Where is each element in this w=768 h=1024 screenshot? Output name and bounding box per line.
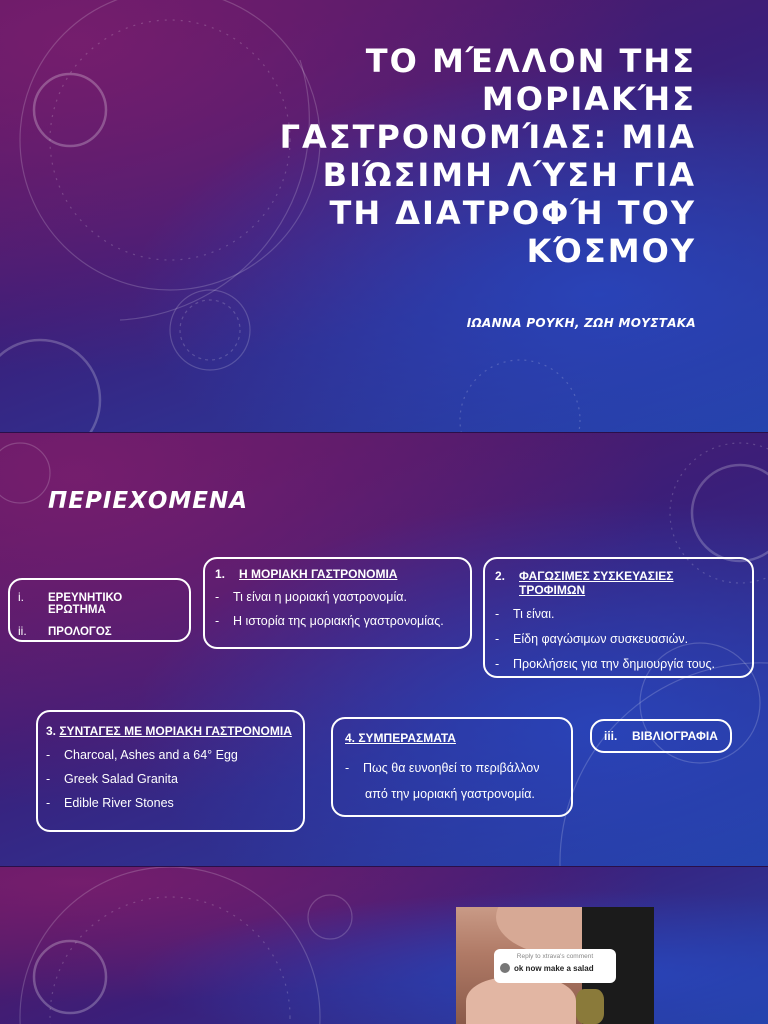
list-item: [46, 748, 295, 762]
section-3-box: [36, 710, 305, 832]
item-number: iii.: [604, 729, 618, 743]
item-text: Η ιστορία της μοριακής γαστρονομίας.: [233, 614, 444, 628]
list-item: [18, 624, 181, 638]
avatar: [500, 963, 510, 973]
contents-title: ΠΕΡΙΕΧΟΜΕΝΑ: [48, 488, 249, 514]
list-item: [495, 657, 742, 671]
list-item: [345, 755, 559, 781]
section-heading: [495, 569, 742, 597]
list-item: [46, 772, 295, 786]
section-number: 3.: [46, 724, 57, 738]
bullet-dash: -: [345, 761, 350, 775]
section-2-box: [483, 557, 754, 678]
comment-text: ok now make a salad: [514, 963, 594, 973]
list-item: [495, 607, 742, 621]
intro-box: [8, 578, 191, 642]
list-item: [215, 590, 460, 604]
bullet-dash: -: [46, 772, 51, 786]
item-text: Τι είναι.: [513, 607, 555, 621]
section-heading: [46, 724, 295, 738]
bullet-dash: -: [495, 657, 500, 671]
bullet-dash: -: [46, 748, 51, 762]
item-text: Είδη φαγώσιμων συσκευασιών.: [513, 632, 689, 646]
contents-slide: [0, 433, 768, 866]
list-item: [46, 796, 295, 810]
comment-bubble: [494, 949, 616, 983]
item-text: Προκλήσεις για την δημιουργία τους.: [513, 657, 716, 671]
section-1-box: [203, 557, 472, 649]
presentation-title: ΤΟ ΜΈΛΛΟΝ ΤΗΣ ΜΟΡΙΑΚΉΣ ΓΑΣΤΡΟΝΟΜΊΑΣ: ΜΙΑ ΒΙΏΣΙΜΗ ΛΎΣΗ ΓΙΑ ΤΗ ΔΙΑΤΡΟΦΉ ΤΟΥ ΚΌΣΜΟΥ: [279, 42, 696, 270]
title-slide: [0, 0, 768, 432]
section-number: 1.: [215, 567, 226, 581]
item-text: Τι είναι η μοριακή γαστρονομία.: [233, 590, 407, 604]
bullet-dash: -: [495, 607, 500, 621]
bullet-dash: -: [46, 796, 51, 810]
item-label: ΠΡΟΛΟΓΟΣ: [48, 626, 112, 638]
bullet-dash: -: [215, 614, 220, 628]
section-number: 2.: [495, 569, 506, 583]
bullet-dash: -: [495, 632, 500, 646]
list-item: [495, 632, 742, 646]
reply-label: Reply to xtrava's comment: [516, 953, 594, 960]
video-screenshot-photo: [456, 907, 654, 1024]
item-text-continued: από την μοριακή γαστρονομία.: [365, 787, 535, 801]
authors: ΙΩΑΝΝΑ ΡΟΥΚΗ, ΖΩΗ ΜΟΥΣΤΑΚΑ: [466, 316, 696, 330]
item-label: ΒΙΒΛΙΟΓΡΑΦΙΑ: [632, 729, 718, 743]
section-title: ΣΥΝΤΑΓΕΣ ΜΕ ΜΟΡΙΑΚΗ ΓΑΣΤΡΟΝΟΜΙΑ: [59, 724, 292, 738]
item-text: Πως θα ευνοηθεί το περιβάλλον: [363, 761, 540, 775]
section-heading: [215, 567, 460, 581]
item-text: Charcoal, Ashes and a 64° Egg: [64, 748, 238, 762]
item-text: Edible River Stones: [64, 796, 174, 810]
item-label: ΕΡΕΥΝΗΤΙΚΟ ΕΡΩΤΗΜΑ: [48, 592, 123, 616]
section-title: ΦΑΓΩΣΙΜΕΣ ΣΥΣΚΕΥΑΣΙΕΣ ΤΡΟΦΙΜΩΝ: [519, 569, 674, 597]
bibliography-box: [590, 719, 732, 753]
item-number: i.: [18, 590, 24, 604]
list-item: [18, 590, 181, 616]
item-number: ii.: [18, 624, 27, 638]
item-text: Greek Salad Granita: [64, 772, 178, 786]
section-title: Η ΜΟΡΙΑΚΗ ΓΑΣΤΡΟΝΟΜΙΑ: [239, 567, 398, 581]
list-item: [215, 614, 460, 628]
third-slide: [0, 867, 768, 1024]
bullet-dash: -: [215, 590, 220, 604]
section-4-box: [331, 717, 573, 817]
section-title: 4. ΣΥΜΠΕΡΑΣΜΑΤΑ: [345, 731, 456, 745]
